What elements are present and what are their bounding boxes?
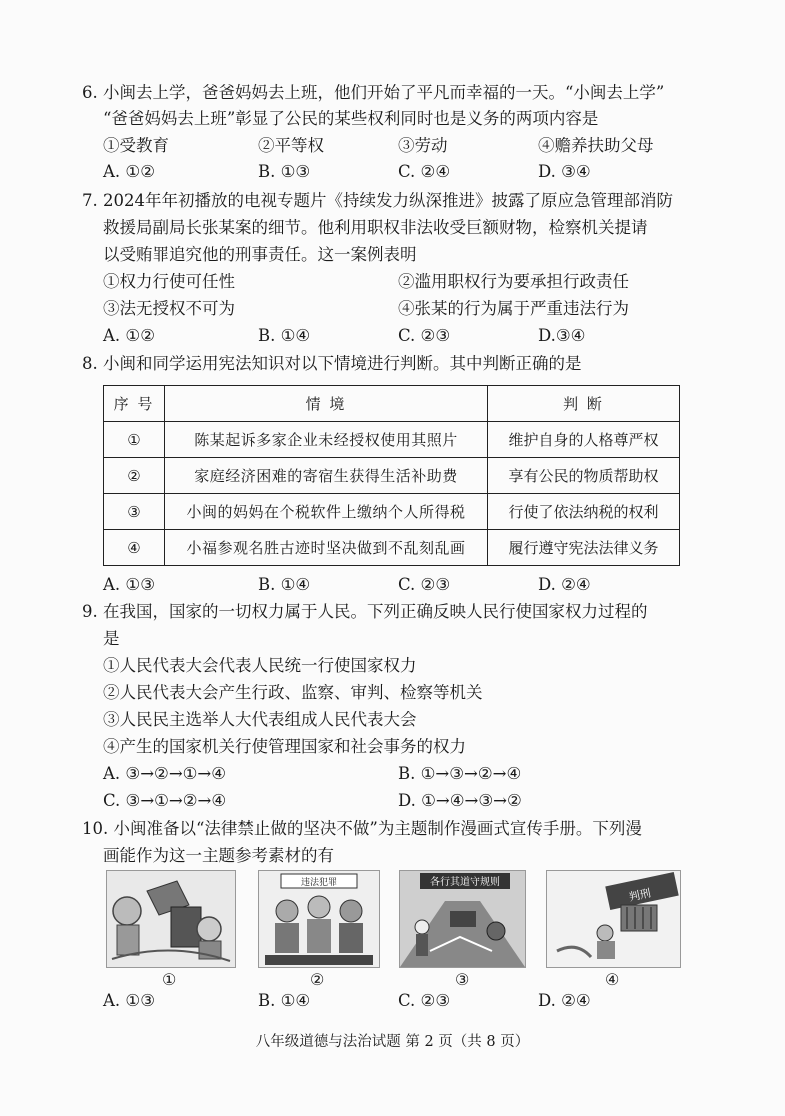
q6-stem-line2: “爸爸妈妈去上班”彰显了公民的某些权利同时也是义务的两项内容是 xyxy=(103,109,599,128)
q8-option-b: B. ①④ xyxy=(258,575,311,594)
q9-item-3: ③人民民主选举人大代表组成人民代表大会 xyxy=(103,710,417,729)
row-situation: 家庭经济困难的寄宿生获得生活补助费 xyxy=(165,458,488,494)
q10-stem-line1: 10. 小闽准备以“法律禁止做的坚决不做”为主题制作漫画式宣传手册。下列漫 xyxy=(82,819,642,838)
q8-option-d: D. ②④ xyxy=(538,575,591,594)
row-number: ② xyxy=(104,458,165,494)
cartoon-3-image xyxy=(399,870,526,968)
row-judgment: 履行遵守宪法法律义务 xyxy=(488,530,680,566)
q6-item-4: ④赡养扶助父母 xyxy=(538,136,654,155)
cartoon-1-label: ① xyxy=(162,970,177,989)
q10-option-a: A. ①③ xyxy=(103,991,155,1010)
q6-option-b: B. ①③ xyxy=(258,162,311,181)
q9-option-b: B. ①→③→②→④ xyxy=(398,764,522,783)
q7-stem-line2: 救援局副局长张某案的细节。他利用职权非法收受巨额财物，检察机关提请 xyxy=(103,218,648,237)
row-judgment: 享有公民的物质帮助权 xyxy=(488,458,680,494)
q10-stem-line2: 画能作为这一主题参考素材的有 xyxy=(103,846,334,865)
table-row xyxy=(104,530,680,566)
q7-option-d: D.③④ xyxy=(538,326,586,345)
q6-option-c: C. ②④ xyxy=(398,162,451,181)
q8-option-c: C. ②③ xyxy=(398,575,451,594)
q9-item-1: ①人民代表大会代表人民统一行使国家权力 xyxy=(103,656,417,675)
q7-option-a: A. ①② xyxy=(103,326,155,345)
row-number: ③ xyxy=(104,494,165,530)
header-judgment: 判 断 xyxy=(488,386,680,422)
cartoon-3-label: ③ xyxy=(455,970,470,989)
q10-option-b: B. ①④ xyxy=(258,991,311,1010)
q8-stem: 8. 小闽和同学运用宪法知识对以下情境进行判断。其中判断正确的是 xyxy=(82,354,582,373)
q6-option-d: D. ③④ xyxy=(538,162,591,181)
table-row xyxy=(104,494,680,530)
cartoon-1-image xyxy=(106,870,236,968)
q9-stem-line1: 9. 在我国，国家的一切权力属于人民。下列正确反映人民行使国家权力过程的 xyxy=(82,602,648,621)
cartoon-2-caption: 违法犯罪 xyxy=(300,878,338,888)
q9-item-2: ②人民代表大会产生行政、监察、审判、检察等机关 xyxy=(103,683,483,702)
q10-option-d: D. ②④ xyxy=(538,991,591,1010)
cartoon-3-caption: 各行其道守规则 xyxy=(430,877,500,888)
q7-stem-line3: 以受贿罪追究他的刑事责任。这一案例表明 xyxy=(103,245,417,264)
cartoon-2-image xyxy=(258,870,380,968)
header-number: 序 号 xyxy=(104,386,165,422)
q9-item-4: ④产生的国家机关行使管理国家和社会事务的权力 xyxy=(103,737,466,756)
table-row xyxy=(104,458,680,494)
row-judgment: 行使了依法纳税的权利 xyxy=(488,494,680,530)
row-number: ① xyxy=(104,422,165,458)
row-situation: 陈某起诉多家企业未经授权使用其照片 xyxy=(165,422,488,458)
cartoon-4-caption: 判刑 xyxy=(627,886,652,904)
row-number: ④ xyxy=(104,530,165,566)
q7-item-2: ②滥用职权行为要承担行政责任 xyxy=(398,272,629,291)
q10-option-c: C. ②③ xyxy=(398,991,451,1010)
header-situation: 情 境 xyxy=(165,386,488,422)
table-row xyxy=(104,422,680,458)
row-situation: 小福参观名胜古迹时坚决做到不乱刻乱画 xyxy=(165,530,488,566)
q9-stem-line2: 是 xyxy=(103,629,120,648)
q7-option-b: B. ①④ xyxy=(258,326,311,345)
q9-option-a: A. ③→②→①→④ xyxy=(103,764,227,783)
q7-item-3: ③法无授权不可为 xyxy=(103,299,235,318)
q7-item-4: ④张某的行为属于严重违法行为 xyxy=(398,299,629,318)
q9-option-d: D. ①→④→③→② xyxy=(398,791,522,810)
q9-option-c: C. ③→①→②→④ xyxy=(103,791,227,810)
q6-item-3: ③劳动 xyxy=(398,136,448,155)
q6-item-2: ②平等权 xyxy=(258,136,324,155)
situation-table xyxy=(103,385,680,566)
cartoon-2-label: ② xyxy=(310,970,325,989)
row-situation: 小闽的妈妈在个税软件上缴纳个人所得税 xyxy=(165,494,488,530)
q8-option-a: A. ①③ xyxy=(103,575,155,594)
q6-item-1: ①受教育 xyxy=(103,136,169,155)
cartoon-4-image xyxy=(546,870,681,968)
q7-item-1: ①权力行使可任性 xyxy=(103,272,235,291)
q6-option-a: A. ①② xyxy=(103,162,155,181)
row-judgment: 维护自身的人格尊严权 xyxy=(488,422,680,458)
page-footer: 八年级道德与法治试题 第 2 页（共 8 页） xyxy=(255,1034,530,1050)
q7-stem-line1: 7. 2024年年初播放的电视专题片《持续发力纵深推进》披露了原应急管理部消防 xyxy=(82,191,673,210)
q6-stem-line1: 6. 小闽去上学，爸爸妈妈去上班，他们开始了平凡而幸福的一天。“小闽去上学” xyxy=(82,83,665,102)
q7-option-c: C. ②③ xyxy=(398,326,451,345)
table-header-row xyxy=(104,386,680,422)
cartoon-4-label: ④ xyxy=(605,970,620,989)
